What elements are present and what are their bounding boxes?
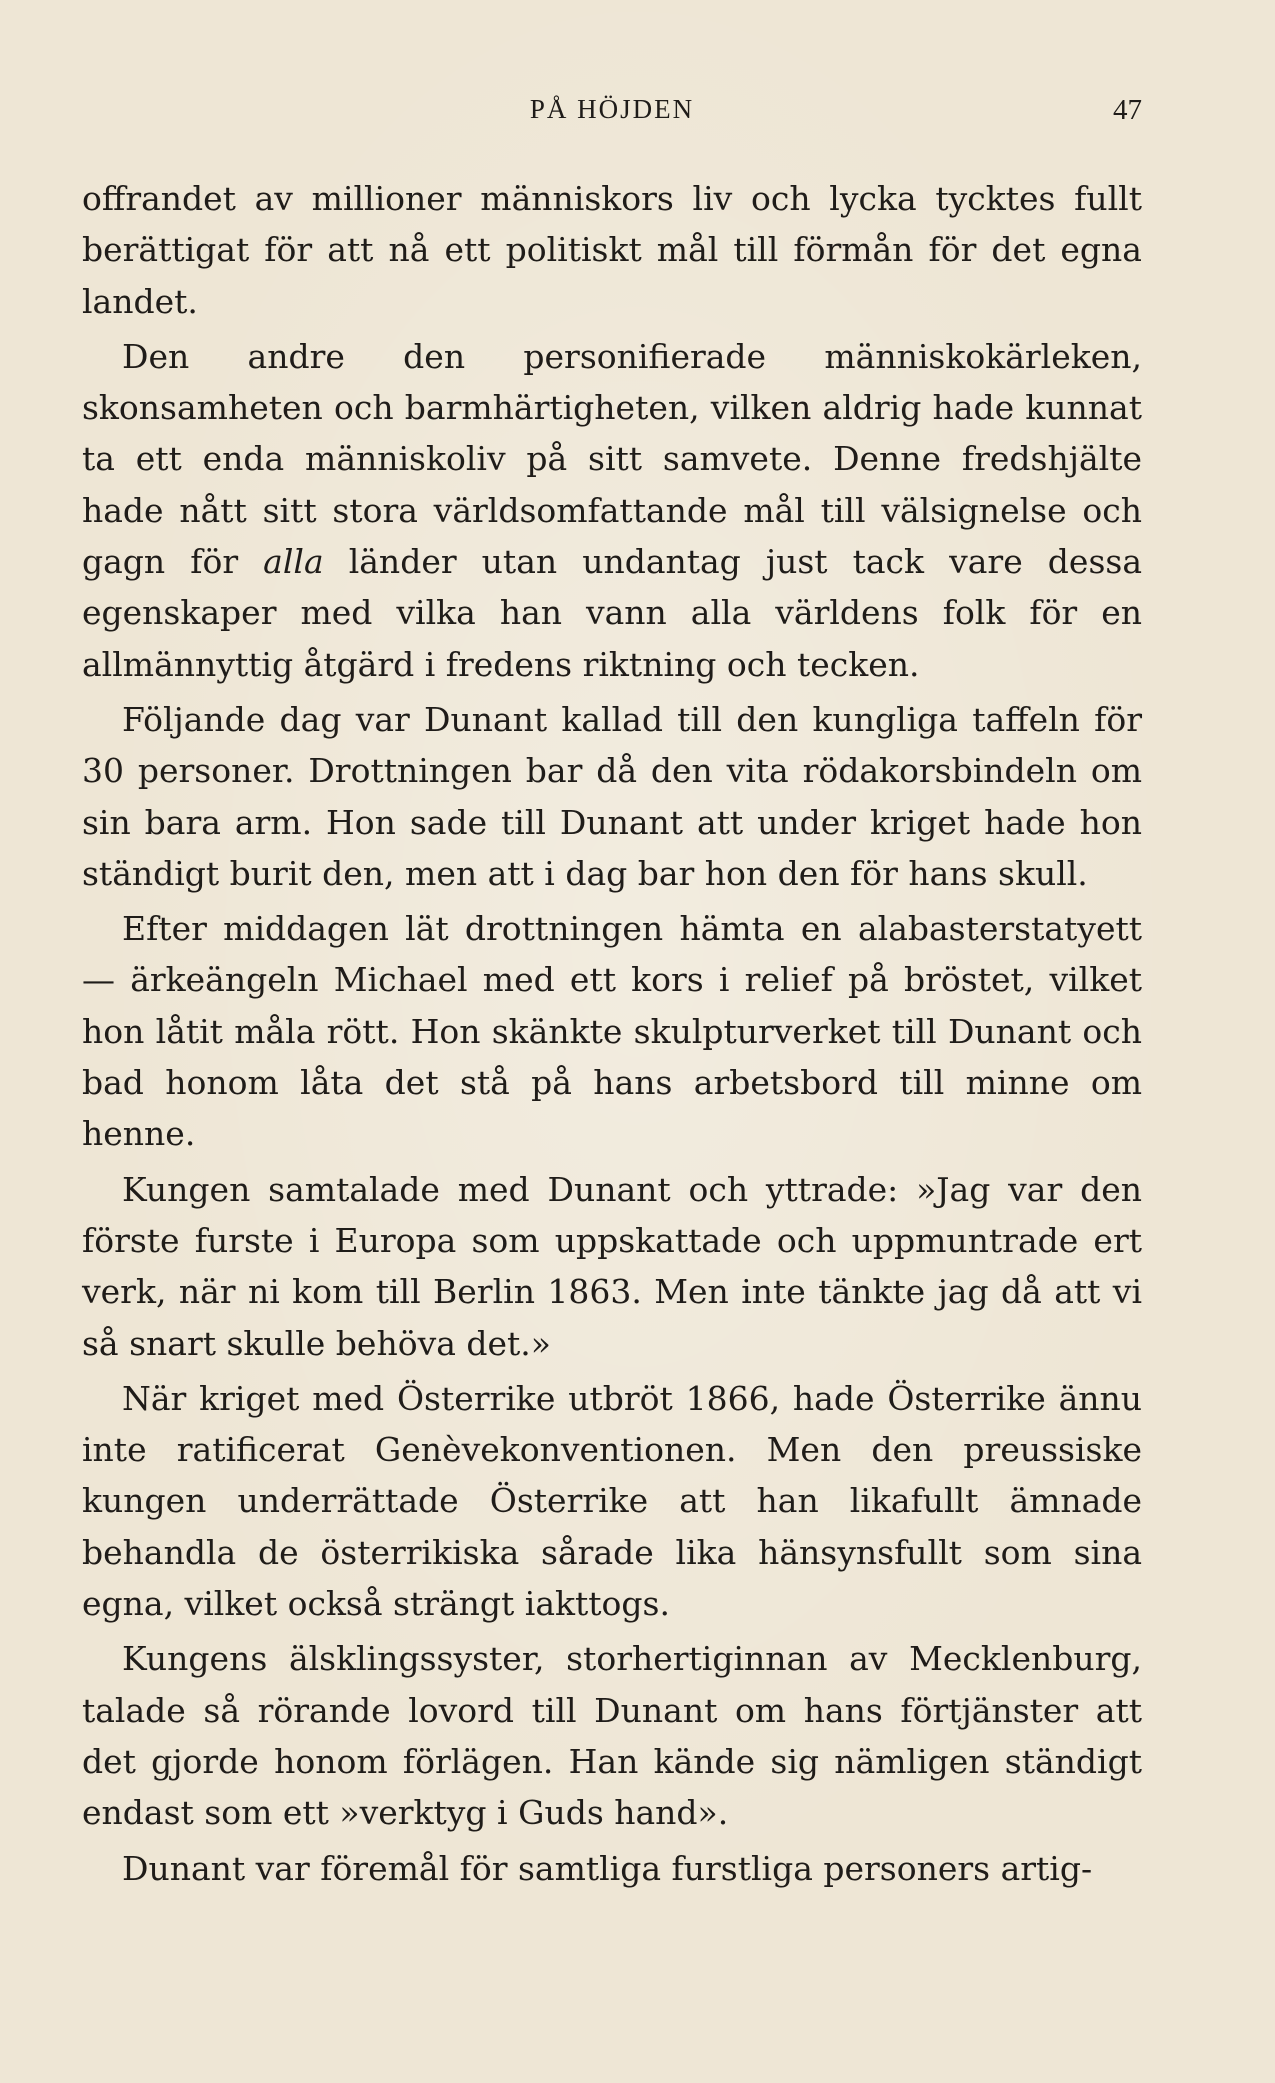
paragraph: Kungen samtalade med Dunant och yttrade: »Jag var den förste furste i Europa som uppskattade och uppmuntrade ert verk, när ni kom till Berlin 1863. Men inte tänkte jag då att vi så snart skulle behöva det.»	[82, 1169, 1142, 1363]
paragraph: Kungens älsklingssyster, storhertiginnan av Mecklenburg, talade så rörande lovord till Dunant om hans förtjänster att det gjorde honom förlägen. Han kände sig nämligen ständigt endast som ett »verktyg i Guds hand».	[82, 1639, 1142, 1833]
paragraph-text: länder utan undantag just tack vare dessa egenskaper med vilka han vann alla världens folk för en allmännyttig åtgärd i fredens riktning och tecken.	[82, 542, 1142, 684]
paragraph: offrandet av millioner människors liv och lycka tycktes fullt berättigat för att nå ett politiskt mål till förmån för det egna landet.	[82, 179, 1142, 321]
running-title: PÅ HÖJDEN	[529, 94, 695, 124]
paragraph	[82, 331, 1142, 690]
body-text	[82, 173, 1142, 1898]
emphasis: alla	[263, 542, 324, 582]
running-head	[82, 94, 1142, 134]
paragraph: Följande dag var Dunant kallad till den kungliga taffeln för 30 personer. Drottningen bar då den vita rödakorsbindeln om sin bara arm. Hon sade till Dunant att under kriget hade hon ständigt burit den, men att i dag bar hon den för hans skull.	[82, 699, 1142, 893]
paragraph: Efter middagen lät drottningen hämta en alabasterstatyett — ärkeängeln Michael med ett kors i relief på bröstet, vilket hon låtit måla rött. Hon skänkte skulpturverket till Dunant och bad honom låta det stå på hans arbetsbord till minne om henne.	[82, 909, 1142, 1154]
paragraph: Dunant var föremål för samtliga furstliga personers artig-	[122, 1848, 1093, 1888]
page-number: 47	[1113, 94, 1142, 126]
paragraph-text: Den andre den personifierade människokärleken, skonsamheten och barmhärtigheten, vilken aldrig hade kunnat ta ett enda människoliv på sitt samvete. Denne fredshjälte hade nått sitt stora världsomfattande mål till välsignelse och gagn för	[82, 336, 1142, 582]
paragraph: När kriget med Österrike utbröt 1866, hade Österrike ännu inte ratificerat Genèvekonventionen. Men den preussiske kungen underrättade Österrike att han likafullt ämnade behandla de österrikiska sårade lika hänsynsfullt som sina egna, vilket också strängt iakttogs.	[82, 1378, 1142, 1624]
